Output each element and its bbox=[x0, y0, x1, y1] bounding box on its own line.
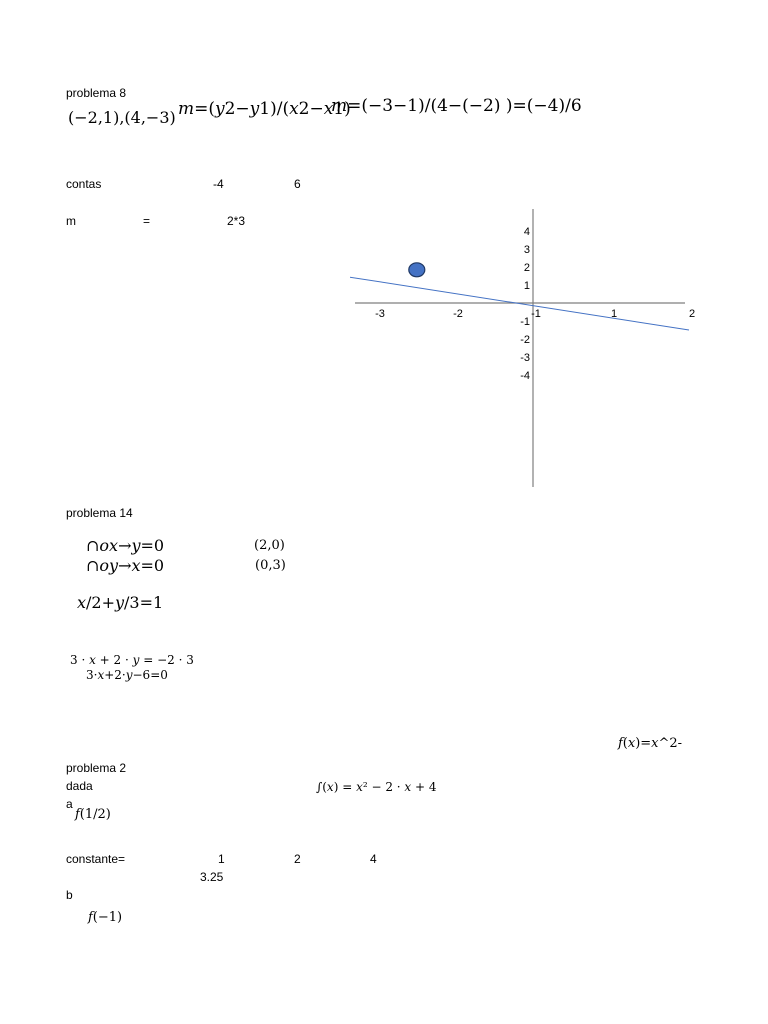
constante-value-3: 4 bbox=[370, 852, 377, 866]
slope-calculation: 𝑚=(−3−1)/(4−(−2) )=(−4)/6 bbox=[331, 96, 582, 116]
contas-value-a: -4 bbox=[213, 177, 224, 191]
problem8-points: (−2,1),(4,−3) bbox=[68, 108, 176, 127]
m-equals: = bbox=[143, 214, 151, 228]
intersection-ox-point: (2,0) bbox=[254, 538, 285, 553]
intersection-oy-point: (0,3) bbox=[255, 558, 286, 573]
general-equation: 3·𝑥+2·𝑦−6=0 bbox=[86, 668, 168, 682]
contas-label: contas bbox=[66, 177, 102, 191]
m-value: 2*3 bbox=[227, 214, 246, 228]
result-value: 3.25 bbox=[200, 870, 224, 884]
item-a-expression: 𝑓(1/2) bbox=[75, 807, 111, 822]
x-tick-label: 1 bbox=[610, 308, 618, 320]
y-tick-label: 1 bbox=[523, 280, 530, 292]
y-tick-label: -2 bbox=[520, 334, 530, 346]
dada-label: dada bbox=[66, 779, 93, 793]
slope-formula: 𝑚=(𝑦2−𝑦1)/(𝑥2−𝑥1) bbox=[178, 99, 351, 119]
y-tick-label: 3 bbox=[523, 244, 530, 256]
item-b-label: b bbox=[66, 888, 73, 902]
function-definition: ∫(𝑥) = 𝑥² − 2 · 𝑥 + 4 bbox=[316, 780, 437, 794]
y-tick-label: 4 bbox=[523, 226, 530, 238]
item-b-expression: 𝑓(−1) bbox=[88, 910, 123, 925]
contas-value-b: 6 bbox=[294, 177, 301, 191]
constante-value-1: 1 bbox=[218, 852, 225, 866]
y-tick-label: -1 bbox=[520, 316, 530, 328]
x-tick-label: 2 bbox=[688, 308, 695, 320]
constante-label: constante= bbox=[66, 852, 126, 866]
problem2-title: problema 2 bbox=[66, 761, 127, 775]
problem14-title: problema 14 bbox=[66, 506, 133, 520]
y-tick-label: -3 bbox=[520, 352, 530, 364]
y-tick-label: -4 bbox=[520, 370, 530, 382]
m-label: m bbox=[66, 214, 76, 228]
segmentary-equation: 𝑥/2+𝑦/3=1 bbox=[77, 593, 164, 612]
data-point-marker bbox=[409, 263, 425, 277]
problem8-title: problema 8 bbox=[66, 86, 127, 100]
x-tick-label: -3 bbox=[375, 308, 385, 320]
intersection-oy: ∩𝑜𝑦→𝑥=0 bbox=[86, 556, 165, 575]
intersection-ox: ∩𝑜𝑥→𝑦=0 bbox=[86, 536, 165, 555]
x-tick-label: -1 bbox=[531, 308, 541, 320]
equation-step: 3 · 𝑥 + 2 · 𝑦 = −2 · 3 bbox=[70, 653, 194, 667]
item-a-label: a bbox=[66, 797, 73, 811]
constante-value-2: 2 bbox=[294, 852, 301, 866]
line-chart bbox=[350, 205, 695, 490]
y-tick-label: 2 bbox=[523, 262, 530, 274]
side-formula: 𝑓(𝑥)=𝑥^2- bbox=[618, 736, 683, 751]
x-tick-label: -2 bbox=[453, 308, 463, 320]
